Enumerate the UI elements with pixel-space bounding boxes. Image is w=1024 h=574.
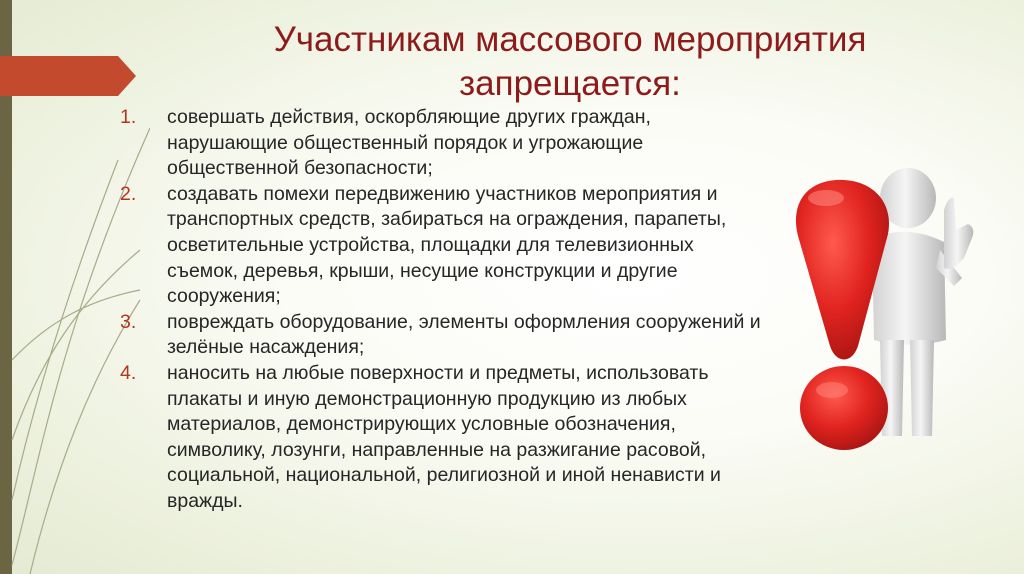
list-item-number: 4. (120, 361, 137, 384)
list-item-text: совершать действия, оскорбляющие других граждан, нарушающие общественный порядок и угрожающие общественной безопасности; (167, 106, 651, 180)
prohibitions-list (120, 105, 770, 515)
list-item (120, 182, 770, 310)
list-item (120, 310, 770, 361)
slide-title (170, 18, 970, 106)
list-item-number: 1. (120, 106, 137, 128)
exclamation-highlight (808, 190, 844, 206)
list-item-text: наносить на любые поверхности и предметы, использовать плакаты и иную демонстрационную продукцию из любых материалов, демонстрирующих условные обозначения, символику, лозунги, направленные на разжигание расовой, социальной, национальной, религиозной и иной ненависти и вражды. (167, 361, 721, 512)
list-item-number: 3. (120, 310, 137, 333)
exclamation-mark-with-stop-figure-icon (740, 150, 980, 460)
list-item-number: 2. (120, 182, 137, 205)
list-item-text: повреждать оборудование, элементы оформления сооружений и зелёные насаждения; (167, 310, 761, 359)
title-arrow-tab (0, 56, 136, 96)
slide-title-line1: Участникам массового мероприятия (273, 20, 867, 59)
exclamation-dot (800, 366, 888, 450)
list-item (120, 105, 770, 182)
list-item-text: создавать помехи передвижению участников мероприятия и транспортных средств, забираться на ограждения, парапеты, осветительные устройства, площадки для телевизионных съемок, деревья, крыши, несущие конструкции и другие сооружения; (167, 182, 727, 308)
slide-title-line2: запрещается: (459, 64, 681, 103)
list-item (120, 361, 770, 515)
stop-figure (872, 168, 973, 436)
